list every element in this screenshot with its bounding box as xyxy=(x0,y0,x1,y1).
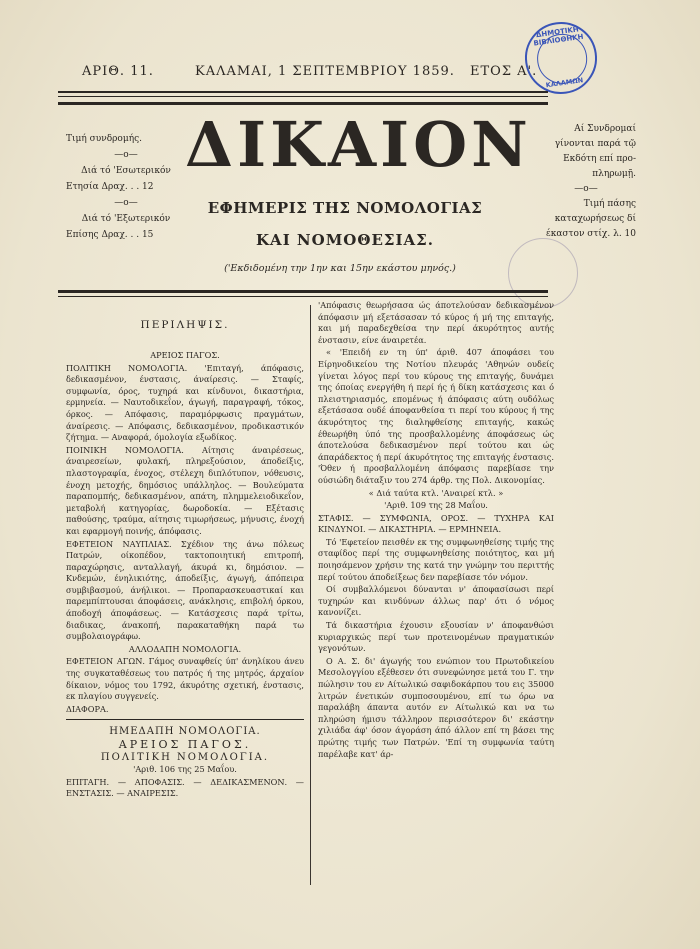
summary-paragraph: ΕΦΕΤΕΙΟΝ ΑΓΩΝ. Γάμος συναφθείς ύπ' άνηλίκου άνευ της συγκαταθέσεως του πατρός ή της μητρός, άρχαίον δίκαιον, νόμος του 1792, άκυρότης σχετική, ένστασις, εκ πλαγίου συγγενείς. xyxy=(66,656,304,702)
summary-paragraph: ΠΟΛΙΤΙΚΗ ΝΟΜΟΛΟΓΙΑ. 'Επιταγή, άπόφασις, δεδικασμένον, ένστασις, άναίρεσις. — Σταφίς, συμφωνία, όρος, τυχηρά και κίνδυνοι, δικαστήρια, ερμηνεία. — Ναυτοδικεΐον, άγωγή, παραγραφή, τόκος, όρκος. — Απόφασις, παραμόρφωσις πραγμάτων, άναίρεσις. — Απόφασις, δεδικασμένον, προδικαστικόν ζήτημα. — Αναφορά, όμολογία εξωδίκος. xyxy=(66,362,304,443)
subtitle-line-1: ΕΦΗΜΕΡΙΣ ΤΗΣ ΝΟΜΟΛΟΓΙΑΣ xyxy=(207,199,483,217)
terms-line: έκαστον στίχ. λ. 10 xyxy=(546,229,636,239)
foreign-price: Επίσης Δραχ. . . 15 xyxy=(66,230,154,240)
stamp-bottom-text: ΚΑΛΑΜΩΝ xyxy=(545,76,584,90)
year-volume: ΕΤΟΣ Α'. xyxy=(470,64,538,79)
summary-paragraph: ΕΦΕΤΕΙΟΝ ΝΑΥΠΛΙΑΣ. Σχέδιον της άνω πόλεως Πατρών, οίκοπέδον, τακτοποιητική επιτροπή, παραχώρησις, ανταλλαγή, άκυρά κι, δημόσιον. — Κνδεμών, ένηλικιότης, άποδείξις, άγωγή, άπόπειρα συμβιβασμού, άνήλικοι. — Προπαρασκευαστικαί και παρεμπίπτουσαι άποφάσεις, ανάκλησις, επιβολή όρκου, άποδοχή άποφάσεως. — Κατάσχεσις παρά τρίτω, διαδικας, άνακοπή, παρακαταθήκη παρά τω συμβολαιογράφω. xyxy=(66,538,304,642)
domestic-label: Διά τό 'Εσωτερικόν xyxy=(81,166,171,176)
article-paragraph: Τό 'Εφετείον πεισθέν εκ της συμφωνηθείσης τιμής της σταφίδος περί της συμφωνηθείσης ποιότητος, και μή ποιησάμενον χρήσιν της κατά την γνώμην του περιττής περί τούτου άποδείξεως δεν παρεβίασε τόν νόμον. xyxy=(318,536,554,582)
article-paragraph: Οί συμβαλλόμενοι δύνανται ν' άποφασίσωσι περί τυχηρών και κινδύνων άλλως παρ' ότι ό νόμος κανονίζει. xyxy=(318,584,554,618)
stamp-top-text: ΔΗΜΟΤΙΚΗ ΒΙΒΛΙΟΘΗΚΗ xyxy=(533,25,584,48)
article-paragraph: 'Απόφασις θεωρήσασα ώς άποτελούσαν δεδικασμένον άπόφασιν μή εξετάσασαν τό κύρος ή μή της επιταγής, και μή παραδεχθείσα την περί άκυρότητος αυτής ένστασιν, είνε άναιρετέα. xyxy=(318,300,554,345)
foreign-label: Διά τό 'Εξωτερικόν xyxy=(81,214,171,224)
subscription-price-box xyxy=(66,132,186,244)
summary-paragraph: ΠΟΙΝΙΚΗ ΝΟΜΟΛΟΓΙΑ. Αίτησις άναιρέσεως, άναιρεσείων, φυλακή, πληρεξούσιον, άποδείξις, πλαστογραφία, ένοχος, στέλεχη διπλότυπον, νόθευσις, ένοχη μετοχής, δημόσιος υπάλληλος. — Βουλεύματα παραπομπής, δεδικασμένον, απάτη, πλημμελειοδικεΐον, μεταβολή κατηγορίας, δωροδοκία. — Εξέτασις παθούσης, τραύμα, αίτησις τιμωρήσεως, μήνυσις, ένοχή και εφαρμογή ποινής, άπόφασις. xyxy=(66,444,304,536)
subscription-terms-box xyxy=(536,122,636,242)
section-heading: ΑΡΕΙΟΣ ΠΑΓΟΣ. xyxy=(118,738,252,751)
article-column xyxy=(318,300,554,761)
case-number: 'Αριθ. 106 της 25 Μαΐου. xyxy=(133,764,237,775)
section-heading: ΑΛΛΟΔΑΠΗ ΝΟΜΟΛΟΓΙΑ. xyxy=(128,643,242,654)
column-divider xyxy=(310,305,311,885)
terms-line: Τιμή πάσης xyxy=(583,199,636,209)
case-number: 'Αριθ. 109 της 28 Μαΐου. xyxy=(384,500,488,511)
issue-number: ΑΡΙΘ. 11. xyxy=(82,64,154,79)
divider-ornament: —ο— xyxy=(114,198,138,208)
divider-ornament: —ο— xyxy=(114,150,138,160)
section-heading: ΗΜΕΔΑΠΗ ΝΟΜΟΛΟΓΙΑ. xyxy=(109,726,261,738)
top-rule xyxy=(58,91,548,93)
section-rule xyxy=(66,719,304,720)
section-heading: ΠΟΛΙΤΙΚΗ ΝΟΜΟΛΟΓΙΑ. xyxy=(100,751,270,763)
summary-heading: ΠΕΡΙΛΗΨΙΣ. xyxy=(140,319,230,331)
domestic-price: Ετησία Δραχ. . . 12 xyxy=(66,182,154,192)
article-paragraph: Ο Α. Σ. δι' άγωγής του ενώπιον του Πρωτοδικείου Μεσολογγίου εξέθεσεν ότι συνεφώνησε μετά του Γ. την πώλησιν του εν Αίτωλικώ σαφιδοκάρπου του εις 35000 λιτρών ένετικών συμποσουμένου, επί τω όρω να παραλάβη άπαντα αυτόν εν Αίτωλικώ και να τω πληρώση ήμισυ τάλληρον περισσότερον δι' εκάστην χιλιάδα άφ' όσον άγοράση άπό άλλον επί τη βάσει της πρώτης τιμής των Πατρών. 'Επί τη συμφωνία ταύτη παρέλαβε κατ' άρ- xyxy=(318,655,554,759)
terms-line: καταχωρήσεως δί xyxy=(554,214,636,224)
terms-line: πληρωμῇ. xyxy=(592,169,636,179)
subtitle-line-2: ΚΑΙ ΝΟΜΟΘΕΣΙΑΣ. xyxy=(256,231,434,249)
divider-ornament: —ο— xyxy=(574,184,598,194)
publication-frequency: ('Εκδιδομένη την 1ην και 15ην εκάστου μηνός.) xyxy=(224,263,456,274)
place-date: ΚΑΛΑΜΑΙ, 1 ΣΕΠΤΕΜΒΡΙΟΥ 1859. xyxy=(195,64,455,79)
article-paragraph: Τά δικαστήρια έχουσιν εξουσίαν ν' άποφανθώσι κυριαρχικώς περί των προτεινομένων πραγματικών γεγονότων. xyxy=(318,620,554,654)
section-heading: ΔΙΑΦΟΡΑ. xyxy=(66,703,109,714)
case-keywords: ΕΠΙΤΑΓΗ. — ΑΠΟΦΑΣΙΣ. — ΔΕΔΙΚΑΣΜΕΝΟΝ. — ΕΝΣΤΑΣΙΣ. — ΑΝΑΙΡΕΣΙΣ. xyxy=(66,776,304,799)
summary-column xyxy=(66,318,304,801)
subscription-heading: Τιμή συνδρομής. xyxy=(66,134,142,144)
masthead-rule-thick xyxy=(58,290,548,293)
article-paragraph: « 'Επειδή εν τη ύπ' άριθ. 407 άποφάσει του Είρηνοδικείου της Νοτίου πλευράς 'Αθηνών ουδείς γίνεται λόγος περί του κύρους της επιταγής, δυνάμει της όποίας ενεργήθη ή περί ής ή δίκη κατάσχεσις και ό πλειστηριασμός, επομένως ή άπόφασις αύτη ουδόλως εξετάσασα ουδέ άποφανθείσα τι περί του κύρους ή της άκυρότητος της διαληφθείσης επιταγής, κακώς έθεωρήθη ύπό της προσβαλλομένης άποφάσεως ώς άποτελούσα δεδικασμένον περί τούτου και ώς άπαράδεκτος ή περί άκυρότητος της επιταγής ένστασις. 'Όθεν ή προσβαλλομένη άπόφασις παρεβίασε την ούσιώδη διάταξιν του 274 άρθρ. της Πολ. Δικονομίας. xyxy=(318,347,554,485)
terms-line: γίνονται παρά τῷ xyxy=(554,139,636,149)
terms-line: Εκδότη επί προ- xyxy=(563,154,636,164)
newspaper-title: ΔΙΚΑΙΟΝ xyxy=(185,108,532,181)
section-heading: ΑΡΕΙΟΣ ΠΑΓΟΣ. xyxy=(150,350,220,360)
closing-formula: « Διά ταύτα κτλ. 'Αναιρεί κτλ. » xyxy=(368,487,504,498)
top-rule-thick xyxy=(58,102,548,105)
faded-stamp xyxy=(508,238,578,308)
library-stamp xyxy=(520,17,601,98)
case-keywords: ΣΤΑΦΙΣ. — ΣΥΜΦΩΝΙΑ, ΟΡΟΣ. — ΤΥΧΗΡΑ ΚΑΙ ΚΙΝΔΥΝΟΙ. — ΔΙΚΑΣΤΗΡΙΑ. — ΕΡΜΗΝΕΙΑ. xyxy=(318,512,554,535)
top-rule-thin xyxy=(58,96,548,97)
terms-line: Αί Συνδρομαί xyxy=(574,124,636,134)
masthead-rule-thin xyxy=(58,296,548,297)
